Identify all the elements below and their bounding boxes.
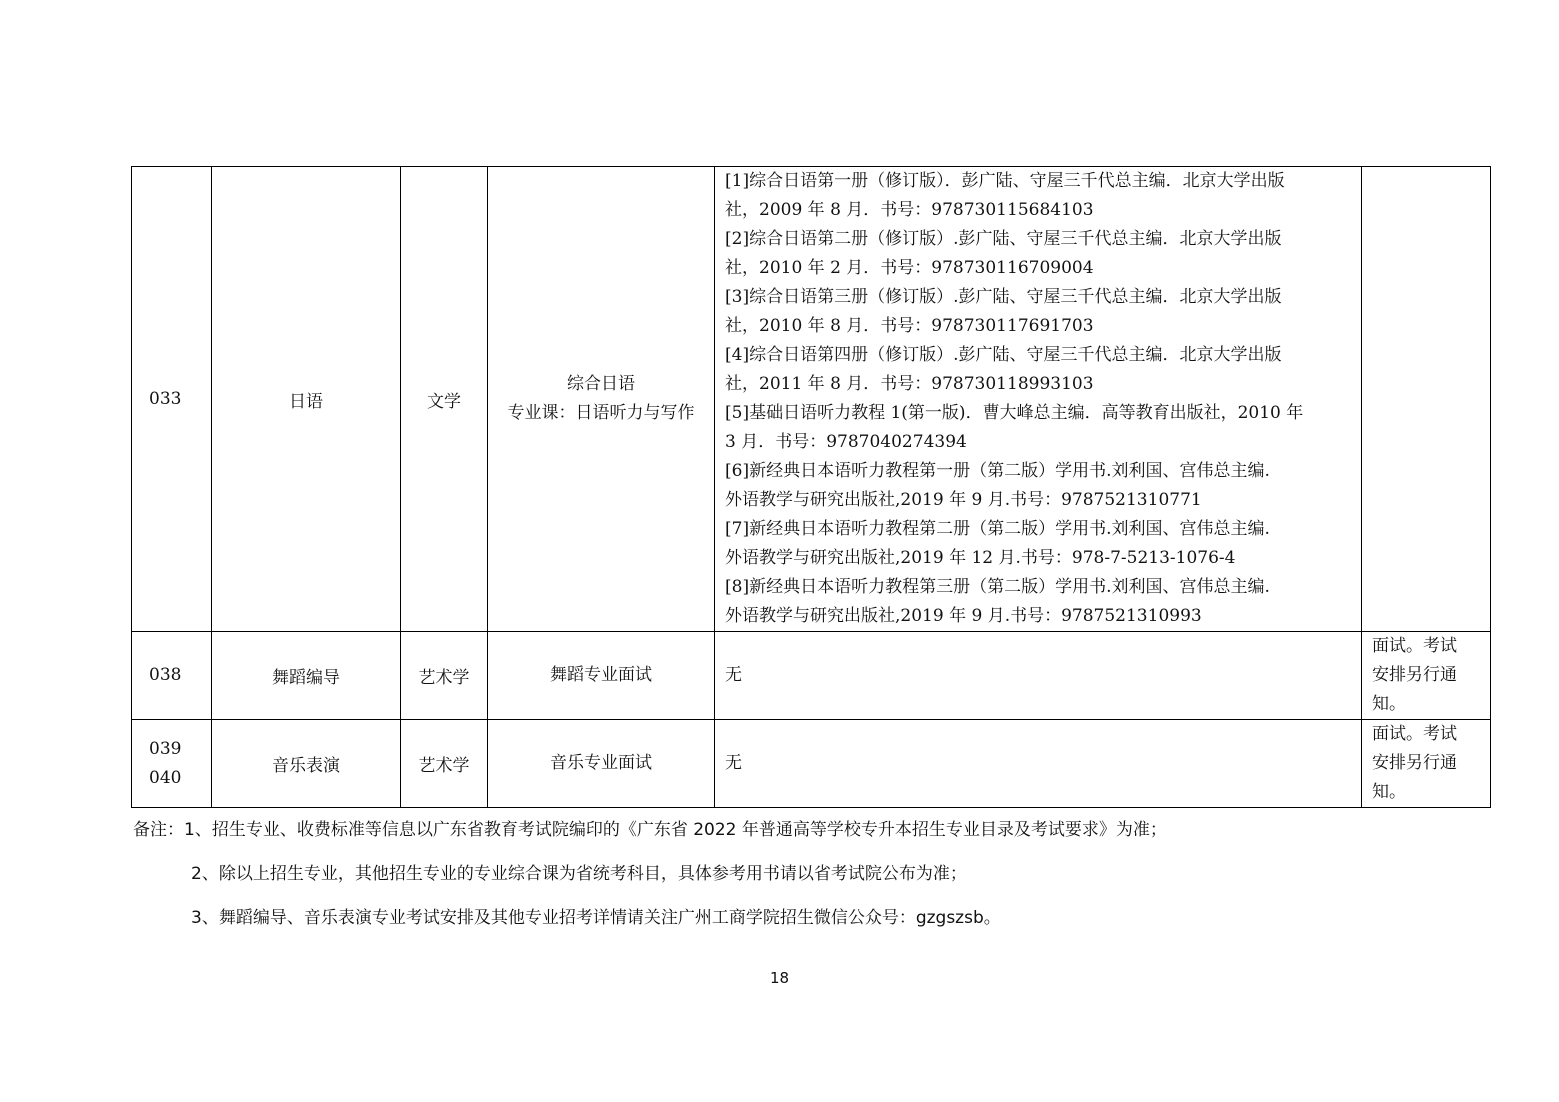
discipline-cell	[401, 632, 488, 720]
reference-book-line: [2]综合日语第二册（修订版）.彭广陆、守屋三千代总主编．北京大学出版	[725, 229, 1282, 249]
major-code-cell	[132, 720, 212, 808]
note-cell	[1362, 720, 1491, 808]
reference-book-line: 社，2010 年 8 月．书号：978730117691703	[725, 316, 1094, 336]
major-code-cell	[132, 632, 212, 720]
discipline: 艺术学	[418, 668, 470, 688]
reference-book-line: [5]基础日语听力教程 1(第一版)．曹大峰总主编．高等教育出版社，2010 年	[725, 403, 1304, 423]
note-cell	[1362, 167, 1491, 632]
major-name: 音乐表演	[272, 756, 340, 776]
reference-book-line: [8]新经典日本语听力教程第三册（第二版）学用书.刘利国、宫伟总主编.	[725, 577, 1270, 597]
reference-book-line: [7]新经典日本语听力教程第二册（第二版）学用书.刘利国、宫伟总主编.	[725, 519, 1270, 539]
remark-line: 3、舞蹈编导、音乐表演专业考试安排及其他专业招考详情请关注广州工商学院招生微信公众号：gzgszsb。	[191, 908, 1001, 928]
major-code: 040	[149, 767, 182, 788]
table-row	[132, 720, 1491, 808]
table-row	[132, 167, 1491, 632]
exam-subject-cell	[488, 167, 715, 632]
reference-book-line: 3 月．书号：9787040274394	[725, 432, 967, 452]
exam-subject: 专业课：日语听力与写作	[507, 403, 695, 423]
reference-books-cell	[715, 167, 1362, 632]
remark-line: 2、除以上招生专业，其他招生专业的专业综合课为省统考科目，具体参考用书请以省考试院公布为准；	[191, 864, 967, 884]
discipline-cell	[401, 720, 488, 808]
exam-subject-cell	[488, 720, 715, 808]
major-code: 033	[149, 388, 182, 409]
discipline-cell	[401, 167, 488, 632]
note-line: 知。	[1372, 782, 1406, 802]
discipline: 艺术学	[418, 756, 470, 776]
note-line: 面试。考试	[1372, 636, 1457, 656]
remark-line: 备注：1、招生专业、收费标准等信息以广东省教育考试院编印的《广东省 2022 年普通高等学校专升本招生专业目录及考试要求》为准；	[133, 820, 1167, 840]
note-cell	[1362, 632, 1491, 720]
major-name-cell	[212, 167, 401, 632]
admission-table	[131, 166, 1491, 808]
note-line: 安排另行通	[1372, 665, 1457, 685]
note-line: 知。	[1372, 694, 1406, 714]
reference-books-cell	[715, 720, 1362, 808]
exam-subject: 舞蹈专业面试	[550, 665, 652, 685]
major-name-cell	[212, 720, 401, 808]
reference-book-line: 外语教学与研究出版社,2019 年 9 月.书号：9787521310993	[725, 606, 1202, 626]
reference-book-line: 社，2010 年 2 月．书号：978730116709004	[725, 258, 1094, 278]
reference-book-line: 无	[725, 665, 742, 685]
major-name: 日语	[289, 391, 323, 412]
reference-book-line: [6]新经典日本语听力教程第一册（第二版）学用书.刘利国、宫伟总主编.	[725, 461, 1270, 481]
major-name-cell	[212, 632, 401, 720]
page-number: 18	[769, 969, 790, 987]
note-line: 安排另行通	[1372, 753, 1457, 773]
reference-book-line: 外语教学与研究出版社,2019 年 12 月.书号：978-7-5213-1076-4	[725, 548, 1236, 568]
reference-book-line: [3]综合日语第三册（修订版）.彭广陆、守屋三千代总主编．北京大学出版	[725, 287, 1282, 307]
reference-book-line: 无	[725, 753, 742, 773]
reference-books-cell	[715, 632, 1362, 720]
reference-book-line: 社，2009 年 8 月．书号：978730115684103	[725, 200, 1094, 220]
reference-book-line: 外语教学与研究出版社,2019 年 9 月.书号：9787521310771	[725, 490, 1202, 510]
reference-book-line: [1]综合日语第一册（修订版）．彭广陆、守屋三千代总主编．北京大学出版	[725, 171, 1285, 191]
reference-book-line: [4]综合日语第四册（修订版）.彭广陆、守屋三千代总主编．北京大学出版	[725, 345, 1282, 365]
exam-subject: 综合日语	[567, 374, 635, 394]
major-code: 038	[149, 665, 182, 685]
reference-book-line: 社，2011 年 8 月．书号：978730118993103	[725, 374, 1094, 394]
major-code-cell	[132, 167, 212, 632]
table-row	[132, 632, 1491, 720]
exam-subject-cell	[488, 632, 715, 720]
major-code: 039	[149, 738, 182, 759]
discipline: 文学	[427, 391, 461, 412]
note-line: 面试。考试	[1372, 724, 1457, 744]
exam-subject: 音乐专业面试	[550, 753, 652, 773]
major-name: 舞蹈编导	[272, 668, 340, 688]
